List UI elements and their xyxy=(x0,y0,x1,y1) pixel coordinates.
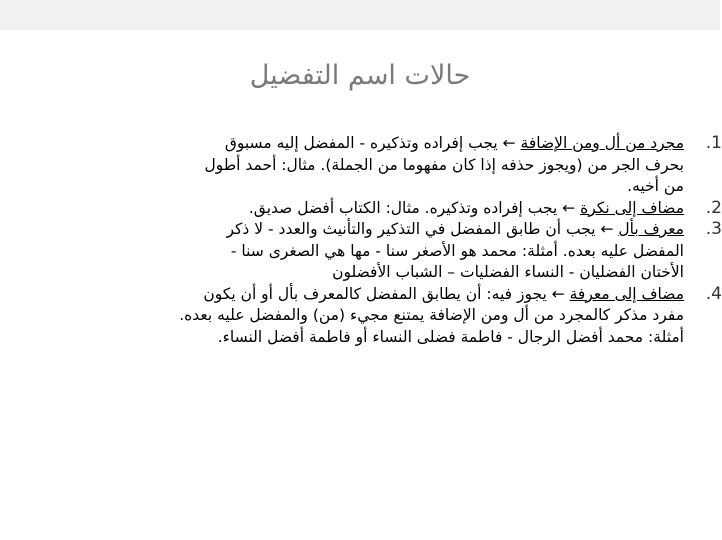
item-line: أمثلة: محمد أفضل الرجال - فاطمة فضلى النساء أو فاطمة أفضل النساء. xyxy=(217,327,684,346)
item-line: بحرف الجر من (ويجوز حذفه إذا كان مفهوما من الجملة). مثال: أحمد أطول xyxy=(204,155,684,174)
item-rule: ← يجب أن طابق المفضل في التذكير والتأنيث والعدد - لا ذكر xyxy=(226,220,619,238)
item-first-line xyxy=(58,284,684,306)
cases-list xyxy=(58,133,722,348)
list-item xyxy=(58,283,722,349)
item-first-line xyxy=(58,133,684,155)
item-number: .1 xyxy=(705,133,722,153)
item-number: .2 xyxy=(705,197,722,218)
item-line: مفرد مذكر كالمجرد من أل ومن الإضافة يمتنع مجيء (من) والمفضل عليه بعده. xyxy=(179,306,684,324)
top-band xyxy=(0,0,720,30)
slide-title: حالات اسم التفضيل xyxy=(249,60,471,91)
item-heading: مضاف إلى نكرة xyxy=(580,198,684,217)
item-line: من أخيه. xyxy=(627,177,684,195)
item-number: .4 xyxy=(705,283,722,304)
item-heading: مجرد من أل ومن الإضافة xyxy=(520,134,684,152)
list-item xyxy=(58,133,722,198)
item-heading: مضاف إلى معرفة xyxy=(569,284,684,303)
list-item xyxy=(58,219,722,284)
item-rule: ← يجب إفراده وتذكيره - المفضل إليه مسبوق xyxy=(224,134,521,152)
item-rule: ← يجوز فيه: أن يطابق المفضل كالمعرف بأل أو أن يكون xyxy=(203,284,570,303)
item-heading: معرف بأل xyxy=(618,220,684,238)
item-line: الأختان الفضليان - النساء الفضليات – الشباب الأفضلون xyxy=(332,263,684,281)
item-first-line xyxy=(58,219,684,241)
item-number: .3 xyxy=(705,219,722,239)
list-item xyxy=(58,197,722,220)
item-first-line xyxy=(58,198,684,220)
item-rule: ← يجب إفراده وتذكيره. مثال: الكتاب أفضل صديق. xyxy=(248,198,581,217)
item-line: المفضل عليه بعده. أمثلة: محمد هو الأصغر سنا - مها هي الصغرى سنا - xyxy=(230,241,684,260)
